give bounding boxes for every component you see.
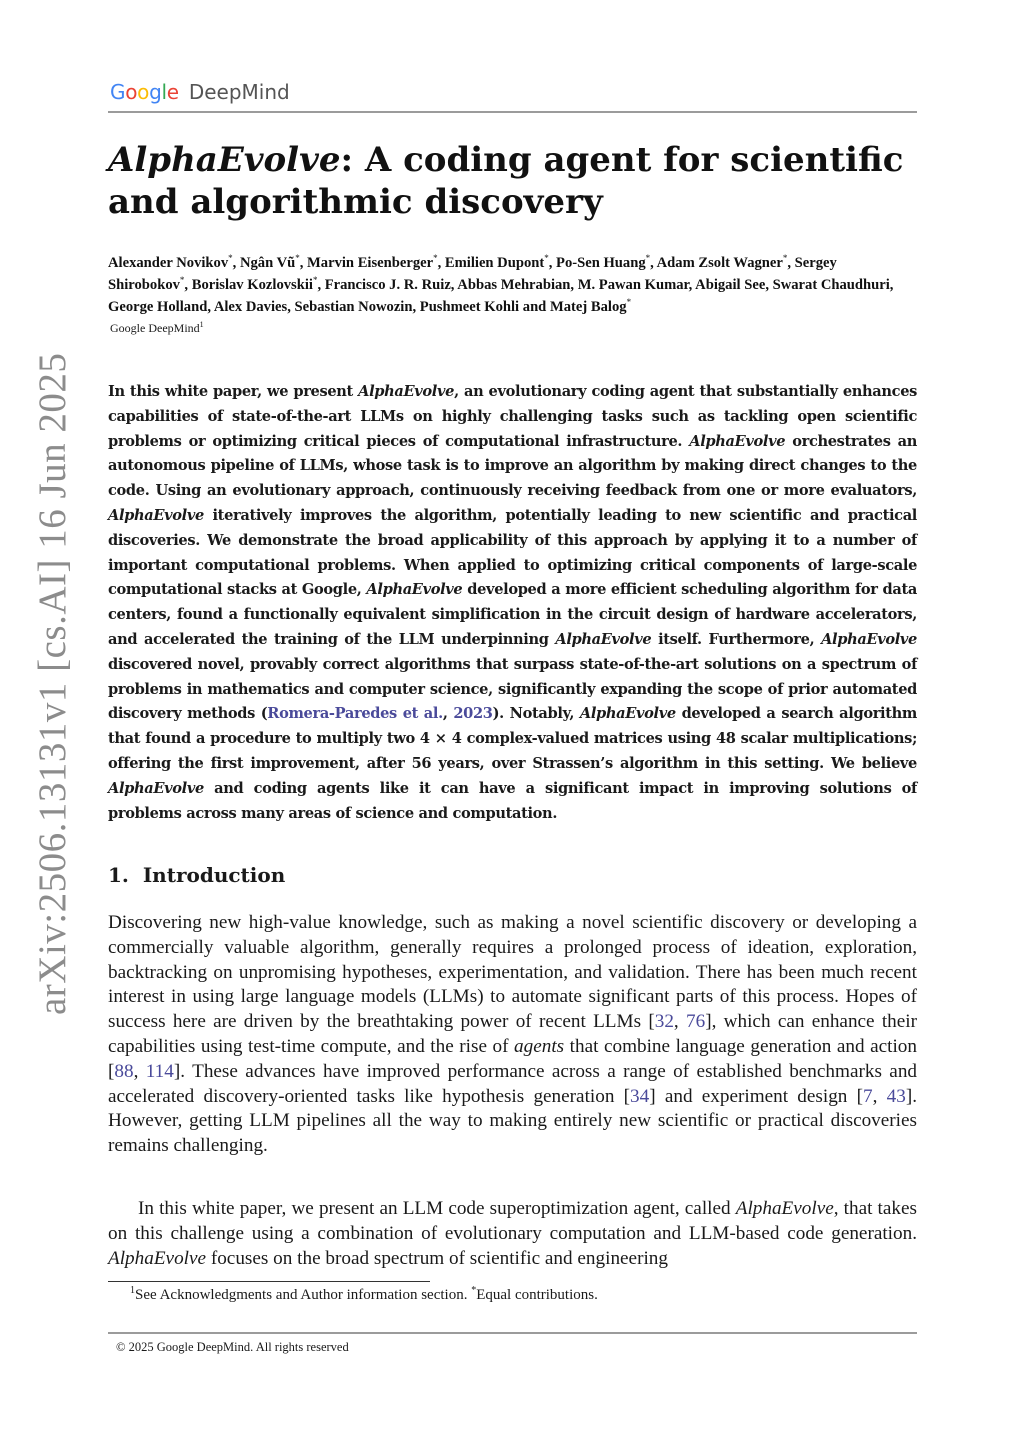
abstract-text: ). Notably, <box>492 705 580 723</box>
abstract-text: , <box>442 705 454 723</box>
abstract-citation[interactable]: 2023 <box>453 705 493 723</box>
paragraph-citation[interactable]: 76 <box>686 1011 706 1033</box>
footer-rule <box>108 1332 917 1334</box>
paragraph-citation[interactable]: 34 <box>630 1085 650 1107</box>
abstract-emphasis: AlphaEvolve <box>358 383 455 400</box>
deepmind-wordmark: DeepMind <box>188 80 290 104</box>
abstract-emphasis: AlphaEvolve <box>579 705 676 723</box>
author-mark: * <box>228 253 233 263</box>
paragraph-citation[interactable]: 88 <box>114 1060 134 1082</box>
paragraph-citation[interactable]: 114 <box>145 1060 174 1082</box>
abstract-text: In this white paper, we present <box>108 383 359 400</box>
paragraph-text: ], which can enhance their capabilities using test-time compute, and the rise of <box>108 1011 918 1057</box>
author-name: Borislav Kozlovskii <box>191 277 313 293</box>
abstract-emphasis: AlphaEvolve <box>366 581 463 599</box>
intro-paragraph-1 <box>108 911 917 1159</box>
affiliation <box>110 320 204 336</box>
author-name: Matej Balog <box>549 299 627 315</box>
paper-title <box>108 139 917 223</box>
abstract-text: developed a more efficient scheduling algorithm for data centers, found a functionally equivalent simplification in the circuit design of hardware accelerators, and accelerated the training of the LLM underpinning <box>108 581 918 648</box>
paragraph-citation[interactable]: 7 <box>863 1085 873 1107</box>
paragraph-text: , <box>673 1011 686 1033</box>
affiliation-name: Google DeepMind <box>110 321 200 335</box>
paragraph-text: , that takes on this challenge using a combination of evolutionary computation and LLM-based code generation. <box>108 1198 917 1244</box>
abstract-text: orchestrates an autonomous pipeline of LLMs, whose task is to improve an algorithm by making direct changes to the code. Using an evolutionary approach, continuously receiving feedback from one or more evaluators, <box>108 432 917 500</box>
logo-letter: G <box>110 80 126 104</box>
footnote-mark: 1 <box>130 1285 135 1296</box>
paragraph-text: that combine language generation and action [ <box>108 1035 917 1082</box>
affiliation-mark: 1 <box>199 320 204 329</box>
author-mark: * <box>312 275 318 285</box>
author-name: Adam Zsolt Wagner <box>656 255 783 271</box>
author-conjunction: and <box>522 299 547 315</box>
abstract-emphasis: AlphaEvolve <box>689 432 786 450</box>
author-mark: * <box>433 253 438 263</box>
author-name: Sebastian Nowozin <box>294 299 413 315</box>
paragraph-emphasis: AlphaEvolve <box>108 1247 207 1269</box>
title-italic: AlphaEvolve <box>108 140 341 180</box>
author-name: Emilien Dupont <box>444 255 545 271</box>
abstract-text: discovered novel, provably correct algorithms that surpass state-of-the-art solutions on a spectrum of problems in mathematics and computer science, significantly expanding the scope of prior automated discovery methods ( <box>108 655 917 723</box>
logo-letter: o <box>125 80 138 104</box>
paragraph-text: , <box>872 1085 887 1107</box>
intro-paragraph-2 <box>108 1197 917 1271</box>
paragraph-text: In this white paper, we present an LLM code superoptimization agent, called <box>138 1198 736 1219</box>
author-mark: * <box>179 275 185 285</box>
paragraph-citation[interactable]: 43 <box>886 1085 906 1107</box>
author-name: Po-Sen Huang <box>556 255 646 271</box>
paragraph-text: focuses on the broad spectrum of scientific and engineering <box>206 1247 668 1269</box>
author-name: Sergey Shirobokov <box>108 255 837 293</box>
author-list: Alexander Novikov*, Ngân Vũ*, Marvin Eisenberger*, Emilien Dupont*, Po-Sen Huang*, Adam Zsolt Wagner*, Sergey Shirobokov*, Borislav Kozlovskii*, Francisco J. R. Ruiz, Abbas Mehrabian, M. Pawan Kumar, Abigail See, Swarat Chaudhuri, George Holland, Alex Davies, Sebastian Nowozin, Pushmeet Kohli and Matej Balog* <box>108 253 894 315</box>
author-mark: * <box>544 253 549 263</box>
abstract <box>108 380 917 826</box>
google-deepmind-logo <box>110 80 290 108</box>
author-name: Marvin Eisenberger <box>307 255 434 271</box>
paragraph-text: Discovering new high-value knowledge, such as making a novel scientific discovery or developing a commercially valuable algorithm, generally requires a prolonged process of ideation, exploration, backtracking on unpromising hypotheses, experimentation, and validation. There has been much recent interest in using large language models (LLMs) to automate significant parts of this process. Hopes of success here are driven by the breathtaking power of recent LLMs [ <box>108 912 917 1033</box>
author-name: George Holland <box>108 299 208 315</box>
logo-letter: l <box>161 80 167 104</box>
abstract-emphasis: AlphaEvolve <box>108 779 204 797</box>
header-rule <box>108 111 917 113</box>
abstract-text: iteratively improves the algorithm, potentially leading to new scientific and practical discoveries. We demonstrate the broad applicability of this approach by applying it to a number of important computational problems. When applied to optimizing critical components of large-scale computational stacks at Google, <box>108 506 917 599</box>
author-name: Alex Davies <box>213 299 288 315</box>
footnote-star: * <box>471 1285 477 1296</box>
author-mark: * <box>626 297 632 307</box>
author-mark: * <box>782 253 788 263</box>
paragraph-text: ]. However, getting LLM pipelines all the way to making entirely new scientific or practical discoveries remains challenging. <box>108 1085 918 1157</box>
paragraph-citation[interactable]: 32 <box>654 1011 674 1033</box>
footnote-text: See Acknowledgments and Author information section. <box>135 1287 468 1303</box>
footnote-rule <box>108 1281 430 1282</box>
author-mark: * <box>645 253 651 263</box>
paragraph-text: , <box>133 1060 146 1082</box>
section-number: 1. <box>108 863 129 887</box>
footnote-text-2: Equal contributions. <box>476 1287 598 1303</box>
section-heading-introduction <box>108 863 285 887</box>
paragraph-text: ]. These advances have improved performance across a range of established benchmarks and accelerated discovery-oriented tasks like hypothesis generation [ <box>108 1060 918 1107</box>
title-rest: : A coding agent for scientific and algorithmic discovery <box>108 140 904 222</box>
section-title: Introduction <box>142 863 286 887</box>
author-name: Pushmeet Kohli <box>419 299 520 315</box>
abstract-text: and coding agents like it can have a significant impact in improving solutions of problems across many areas of science and computation. <box>108 779 917 822</box>
google-wordmark <box>110 80 185 104</box>
abstract-emphasis: AlphaEvolve <box>555 630 652 648</box>
paragraph-emphasis: agents <box>514 1035 565 1057</box>
logo-letter: o <box>137 80 150 104</box>
author-name: Francisco J. R. Ruiz <box>324 277 451 293</box>
author-mark: * <box>295 253 300 263</box>
abstract-text: developed a search algorithm that found a procedure to multiply two 4 × 4 complex-valued matrices using 48 scalar multiplications; offering the first improvement, after 56 years, over Strassen’s algorithm in this setting. We believe <box>108 705 917 772</box>
author-name: M. Pawan Kumar <box>577 277 689 293</box>
abstract-citation[interactable]: Romera-Paredes et al. <box>267 705 443 723</box>
abstract-text: itself. Furthermore, <box>651 630 822 648</box>
abstract-emphasis: AlphaEvolve <box>821 630 917 648</box>
logo-letter: g <box>149 80 162 104</box>
footnote <box>130 1285 598 1304</box>
arxiv-identifier: arXiv:2506.13131v1 [cs.AI] 16 Jun 2025 <box>31 352 74 1015</box>
paragraph-emphasis: AlphaEvolve <box>735 1198 834 1219</box>
logo-letter: e <box>166 80 179 104</box>
author-name: Swarat Chaudhuri <box>772 277 890 293</box>
author-name: Alexander Novikov <box>108 255 229 271</box>
abstract-text: , an evolutionary coding agent that substantially enhances capabilities of state-of-the-art LLMs on highly challenging tasks such as tackling open scientific problems or optimizing critical pieces of computational infrastructure. <box>108 383 918 450</box>
author-name: Abigail See <box>695 277 766 293</box>
paragraph-text: ] and experiment design [ <box>649 1085 864 1107</box>
author-name: Abbas Mehrabian <box>457 277 571 293</box>
copyright-notice: © 2025 Google DeepMind. All rights reserved <box>116 1340 349 1354</box>
abstract-emphasis: AlphaEvolve <box>108 506 204 524</box>
author-name: Ngân Vũ <box>239 255 296 271</box>
